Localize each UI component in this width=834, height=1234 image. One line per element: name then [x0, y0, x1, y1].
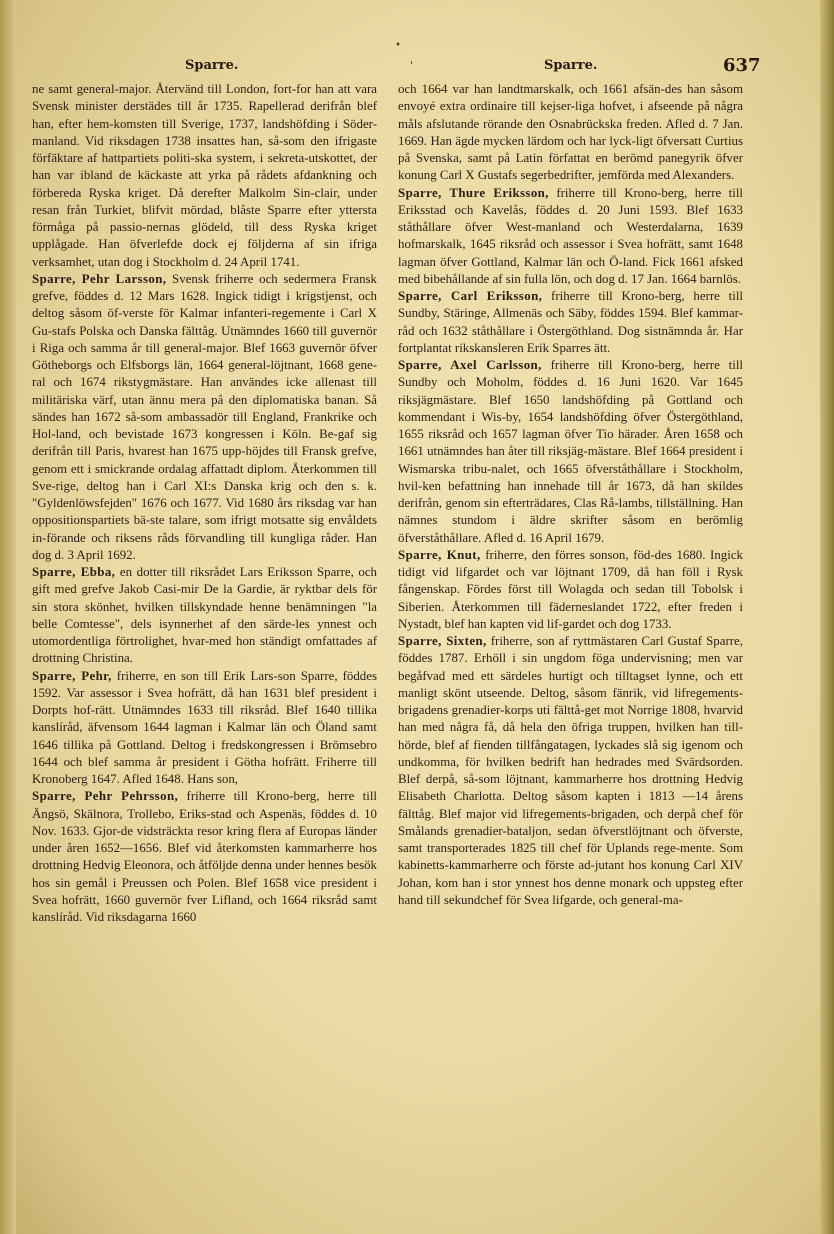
- entry-heading: Sparre, Sixten,: [398, 634, 487, 648]
- entry-heading: Sparre, Knut,: [398, 547, 481, 562]
- entry-pehr: Sparre, Pehr, friherre, en son till Erik Lars-son Sparre, föddes 1592. Var assessor i Svea hofrätt, då han 1631 blef president i Dorpts hof-rätt. Utnämndes 1633 till riksråd. Blef 1640 tillika kanslíråd, äfvensom 1644 lagman i Kalmar län och Öland samt 1646 tillika på Gottland. Deltog i fredskongressen i Brömsebro 1644 och blef samma år president i Götha hofrätt. Friherre till Kronoberg 1647. Afled 1648. Hans son,: [32, 668, 377, 786]
- entry-heading: Sparre, Axel Carlsson,: [398, 358, 542, 372]
- entry-pehr-larsson: Sparre, Pehr Larsson, Svensk friherre och sedermera Fransk grefve, föddes d. 12 Mars 1628. Ingick tidigt i krigstjenst, och deltog såsom öf-verste för Kalmar infanteri-regemente i Carl X Gu-stafs Polska och Danska fälttåg. Utnämndes 1660 till guvernör i Riga och samma år till general-major. Blef 1663 guvernör öfver Götheborgs och Elfsborgs län, 1664 general-löjtnant, 1668 gene-ral och 1674 rikstygmästare. Han användes icke allenast till militäriska värf, utan ännu mera på den diplomatiska banan. Så sändes han 1672 så-som ambassadör till England, Frankrike och Hol-land, och bevistade 1673 kongressen i Köln. Be-gaf sig derifrån till Paris, hvarest han 1675 upp-höjdes till Fransk grefve, genom ett i smickrande ordalag affattadt diplom. Återkommen till Sve-rige, deltog han i Carl XI:s Danska krig och den s. k. "Gyldenlöwsfejden" 1676 och 1677. Vid 1680 års riksdag var han oppositionspartiets bä-ste talare, som ifrigt motsatte sig envåldets in-förande och riksens råds förvandling till kungliga råder. Han dog d. 3 April 1692.: [32, 271, 378, 562]
- left-running-head: Sparre.: [185, 58, 239, 73]
- entry-heading: Sparre, Pehr Pehrsson,: [32, 789, 179, 804]
- running-header: [0, 56, 834, 80]
- printer-tick-mark: ': [410, 59, 414, 72]
- printer-dot-mark: •: [395, 40, 401, 51]
- page-edge-shadow: [820, 0, 834, 1234]
- left-column: [32, 81, 377, 926]
- entry-heading: Sparre, Thure Eriksson,: [398, 185, 549, 200]
- entry-knut: Sparre, Knut, friherre, den förres sonson, föd-des 1680. Ingick tidigt vid lifgardet och var löjtnant 1709, då han föll i Rysk fångenskap. Fördes först till Wolagda och sedan till Tobolsk i Siberien. Återkommen till fäderneslandet 1722, efter freden i Nystadt, blef han kapten vid lif-gardet och dog 1733.: [398, 547, 743, 631]
- entry-carl-eriksson: Sparre, Carl Eriksson, friherre till Krono-berg, herre till Sundby, Stäringe, Allmenäs och Säby, föddes 1594. Blef kammar-råd och 1632 ståthållare i Östergöthland. Dog sistnämnda år. Har fortplantat rikskansleren Erik Sparres ätt.: [398, 289, 743, 355]
- right-column: [398, 81, 743, 909]
- entry-heading: Sparre, Ebba,: [32, 565, 116, 579]
- entry-heading: Sparre, Carl Eriksson,: [398, 289, 543, 303]
- entry-continuation: och 1664 var han landtmarskalk, och 1661 afsän-des han såsom envoyé extra ordinaire till kejser-liga hofvet, i afseende på några måls afslutande rörande den Osnabrückska freden. Afled d. 7 Jan. 1669. Han ägde mycken lärdom och har lyck-ligt öfversatt Curtius på Svenska, samt på Latin författat en berömd panegyrik öfver konung Carl X Gustafs segerbedrifter, jemförda med Alexanders.: [398, 82, 743, 183]
- page-gutter-shadow: [0, 0, 16, 1234]
- entry-heading: Sparre, Pehr,: [32, 668, 112, 683]
- entry-axel-carlsson: Sparre, Axel Carlsson, friherre till Krono-berg, herre till Sundby och Moholm, föddes d. 16 Juni 1620. Var 1645 riksjägmästare. Blef 1650 landshöfding på Gottland och kommendant i Wis-by, 1654 landshöfding öfver Östergöthland, 1655 riksråd och 1657 lagman öfver Tio härader. Åren 1658 och 1661 utnämndes han åter till riksjäg-mästare. Blef 1664 president i Wismarska tribu-nalet, och 1665 öfverståthållare i Stockholm, hvil-ken befattning han innehade till år 1673, då han skildes derifrån, genom sin efterträdares, Clas Rå-lambs, tillställning. Han nämnes stundom i äldre skrifter såsom en berömlig öfverståthållare. Afled d. 16 April 1679.: [398, 358, 743, 545]
- entry-continuation: ne samt general-major. Återvänd till London, fort-for han att vara Svensk minister derstädes till år 1735. Rapellerad derifrån blef han, efter hem-komsten till Sverige, 1737, landshöfding i Söder-manland. Vid riksdagen 1738 insattes han, så-som den ifrigaste förfäktare af hattpartiets politi-ska system, i sekreta-utskottet, der han var ibland de käckaste att yrka på rådets afdankning och förbereda Ryska kriget. Då derefter Malkolm Sin-clair, under resan från Turkiet, blifvit mördad, blåste Sparre efter yttersta förmåga på passio-nernas glödeld, till dess Ryska kriget upplågade. Han öfverlefde dock ej följderna af sin ifriga verksamhet, utan dog i Stockholm d. 24 April 1741.: [32, 82, 377, 269]
- entry-heading: Sparre, Pehr Larsson,: [32, 271, 167, 286]
- page-number: 637: [723, 55, 761, 76]
- entry-ebba: Sparre, Ebba, en dotter till riksrådet Lars Eriksson Sparre, och gift med grefve Jakob Casi-mir De la Gardie, är ryktbar dels för sin stora skönhet, hvilken tillskyndade henne benämningen "la belle Comtesse", dels isynnerhet af den särde-les ynnest och utomordentliga förtrolighet, hvar-med hon ständigt omfattades af drottning Christina.: [32, 565, 378, 666]
- entry-pehr-pehrsson: Sparre, Pehr Pehrsson, friherre till Krono-berg, herre till Ängsö, Skälnora, Trollebo, Eriks-stad och Aspenäs, föddes d. 10 Nov. 1633. Gjor-de vidsträckta resor kring flera af Europas länder under åren 1652—1656. Blef vid återkomsten kammarherre hos drottning Hedvig Eleonora, och åtföljde denna under hennes besök hos sin gemål i Preussen och Polen. Blef 1658 vice president i Svea hofrätt, 1660 guvernör fver Lifland, och 1664 riksråd samt kanslíråd. Vid riksdagarna 1660: [32, 789, 378, 924]
- right-running-head: Sparre.: [544, 58, 598, 73]
- entry-thure-eriksson: Sparre, Thure Eriksson, friherre till Krono-berg, herre till Eriksstad och Kavelås, föddes d. 20 Juni 1593. Blef 1633 ståthållare öfver West-manland och Westerdalarna, 1639 hofmarskalk, 1645 riksråd och assessor i Svea hofrätt, samt 1648 lagman öfver Gottland, Kalmar län och Ö-land. Fick 1661 afsked med bibehållande af sin fulla lön, och dog d. 17 Jan. 1664 barnlös.: [398, 185, 744, 286]
- entry-sixten: Sparre, Sixten, friherre, son af ryttmästaren Carl Gustaf Sparre, föddes 1787. Erhöll i sin ungdom föga undervisning; men var begåfvad med ett särdeles hurtigt och tilltagset lynne, och ett manligt skönt utseende. Deltog, såsom fänrik, vid lifregements-brigadens grenadier-korps uti fälttå-get mot Norrige 1808, hvarvid han med några få, då hela den öfriga truppen, hvilken han till-hörde, blef af fienden tillfångatagen, lyckades slå sig igenom och undkomma, för hvilken bedrift han hedrades med Svärdsorden. Blef derpå, så-som löjtnant, kammarherre hos drottning Hedvig Elisabeth Charlotta. Deltog såsom kapten i 1813 —14 årens fälttåg. Blef major vid lifregements-brigaden, och derpå chef för Smålands grenadier-bataljon, sedan öfverstlöjtnant och öfverste, samt transporterades 1825 till chef för Uplands rege-mente. Som kabinetts-kammarherre och förste ad-jutant hos konung Carl XIV Johan, kom han i stor ynnest hos denne monark och uppsteg efter hand till sekundchef för Svea lifgarde, och general-ma-: [398, 634, 743, 907]
